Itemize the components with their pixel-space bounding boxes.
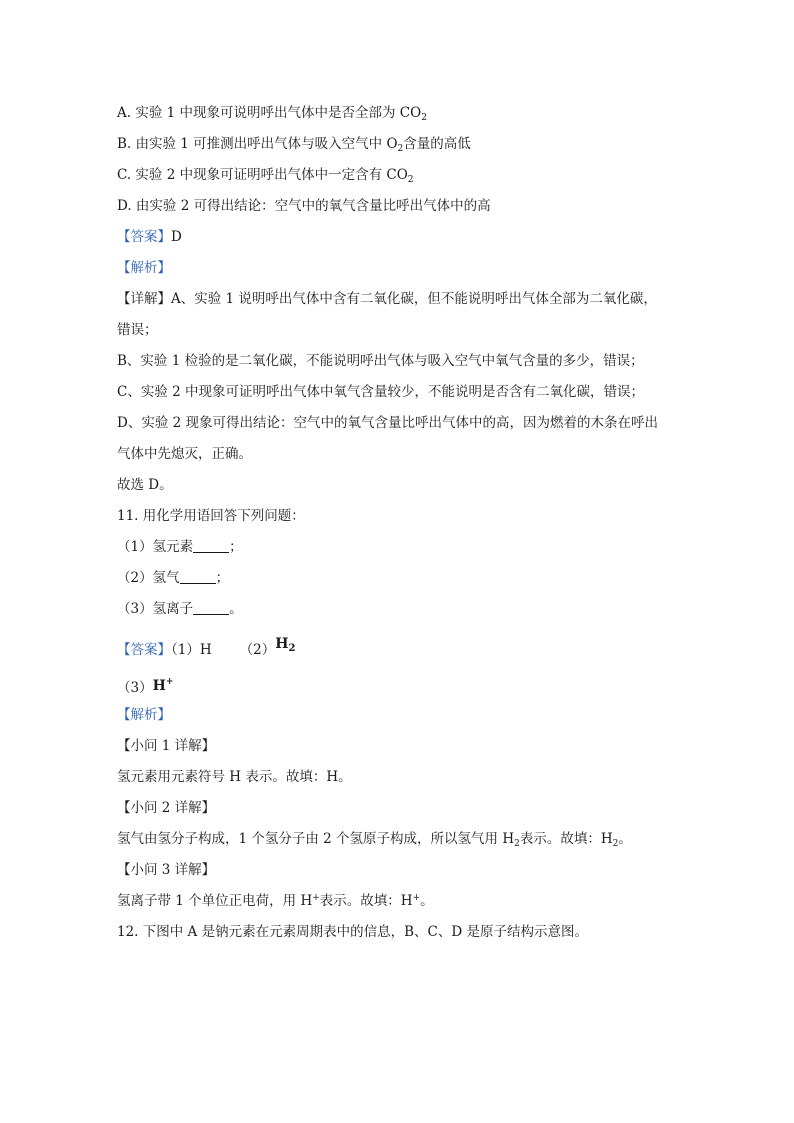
- option-c: C. 实验 2 中现象可证明呼出气体中一定含有 $CO_2$: [117, 167, 414, 185]
- option-b: B. 由实验 1 可推测出呼出气体与吸入空气中 $O_2$含量的高低: [117, 136, 471, 154]
- option-d: D. 由实验 2 可得出结论：空气中的氧气含量比呼出气体中的高: [117, 198, 491, 214]
- q10-detail-line-2: B、实验 1 检验的是二氧化碳，不能说明呼出气体与吸入空气中氧气含量的多少，错误；: [117, 353, 644, 369]
- q11-sub2-heading: 【小问 2 详解】: [117, 800, 216, 816]
- answer-blank: [180, 569, 216, 584]
- q11-answer-row-2: （3）H+: [117, 677, 174, 696]
- q11-sub3-heading: 【小问 3 详解】: [117, 862, 216, 878]
- q11-answer-row-1: 【答案】（1）H $(2)H_2$: [117, 636, 296, 658]
- q11-sub3-text: 氢离子带 1 个单位正电荷，用 H+表示。故填：H+。: [117, 893, 434, 909]
- answer-tag: 【答案】: [117, 642, 171, 658]
- q11-part-1: （1）氢元素 ；: [117, 539, 243, 555]
- answer-blank: [193, 600, 229, 615]
- q11-sub2-text: 氢气由氢分子构成，1 个氢分子由 2 个氢原子构成，所以氢气用 $H_2$表示。故填：$H_2$。: [117, 831, 632, 849]
- formula-h2: $H_2$: [275, 636, 296, 654]
- q11-part-3: （3）氢离子 。: [117, 601, 243, 617]
- q10-detail-line-4-cont: 气体中先熄灭，正确。: [117, 446, 252, 462]
- q10-detail-line-4: D、实验 2 现象可得出结论：空气中的氧气含量比呼出气体中的高，因为燃着的木条在呼出: [117, 415, 658, 431]
- q11-analysis-heading: 【解析】: [117, 707, 171, 723]
- q11-sub1-text: 氢元素用元素符号 H 表示。故填：H。: [117, 769, 352, 785]
- q12-stem: 12. 下图中 A 是钠元素在元素周期表中的信息，B、C、D 是原子结构示意图。: [117, 924, 588, 940]
- q10-answer: 【答案】D: [117, 229, 182, 245]
- q10-choice: 故选 D。: [117, 477, 173, 493]
- answer-blank: [193, 538, 229, 553]
- q10-analysis-heading: 【解析】: [117, 260, 171, 276]
- q10-detail-line-1-cont: 错误；: [117, 322, 158, 338]
- q11-stem: 11. 用化学用语回答下列问题：: [117, 508, 305, 524]
- q10-detail-line-3: C、实验 2 中现象可证明呼出气体中氧气含量较少，不能说明是否含有二氧化碳，错误；: [117, 384, 644, 400]
- q11-sub1-heading: 【小问 1 详解】: [117, 738, 216, 754]
- q10-detail-line-1: 【详解】A、实验 1 说明呼出气体中含有二氧化碳，但不能说明呼出气体全部为二氧化碳，: [117, 291, 657, 307]
- q11-part-2: （2）氢气 ；: [117, 570, 230, 586]
- formula-h-plus: H+: [152, 677, 174, 694]
- answer-tag: 【答案】: [117, 229, 171, 245]
- option-a: A. 实验 1 中现象可说明呼出气体中是否全部为 $CO_2$: [117, 105, 427, 123]
